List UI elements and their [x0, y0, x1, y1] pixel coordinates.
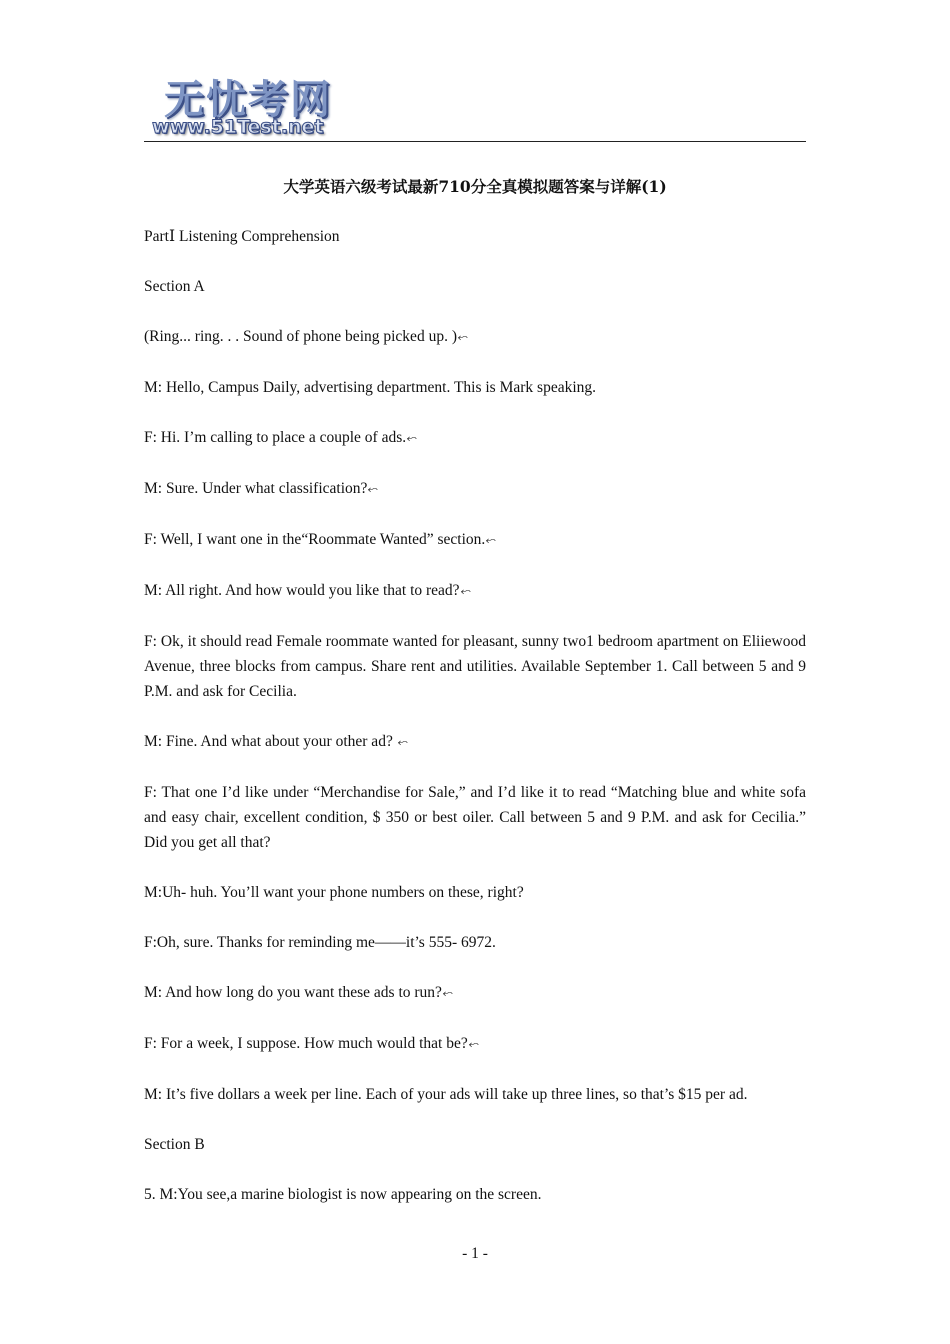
paragraph [144, 1182, 806, 1207]
paragraph-text: F: Ok, it should read Female roommate wanted for pleasant, sunny two1 bedroom apartment on Eliiewood Avenue, three blocks from campus. Share rent and utilities. Available September 1. Call between 5 and 9 P.M. and ask for Cecilia. [144, 633, 806, 700]
logo-url-text: www.51Test.net [152, 116, 324, 138]
paragraph-text: M: It’s five dollars a week per line. Each of your ads will take up three lines, so that’s $15 per ad. [144, 1086, 748, 1103]
paragraph [144, 930, 806, 955]
paragraph [144, 880, 806, 905]
cue-arrow-icon: ⬿ [460, 584, 471, 598]
header-divider [144, 141, 806, 142]
cue-arrow-icon: ⬿ [406, 431, 418, 445]
cue-arrow-icon: ⬿ [468, 1037, 479, 1051]
document-title: 大学英语六级考试最新710分全真模拟题答案与详解(1) [283, 177, 667, 196]
paragraph [144, 224, 806, 249]
cue-arrow-icon: ⬿ [485, 533, 497, 547]
paragraph [144, 476, 806, 502]
paragraph [144, 425, 806, 451]
site-logo [150, 68, 360, 140]
paragraph [144, 274, 806, 299]
paragraph [144, 1082, 806, 1107]
paragraph [144, 1132, 806, 1157]
paragraph-text: F: That one I’d like under “Merchandise for Sale,” and I’d like it to read “Matching blue and white sofa and easy chair, excellent condition, $ 350 or best oiler. Call between 5 and 9 P.M. and ask for Cecilia.” Did you get all that? [144, 784, 806, 851]
logo-chinese-text: 无忧考网 [164, 76, 332, 123]
paragraph [144, 980, 806, 1006]
document-body [144, 174, 806, 1232]
paragraph-text: F:Oh, sure. Thanks for reminding me——it’s 555- 6972. [144, 934, 496, 951]
paragraph [144, 578, 806, 604]
paragraph-text: M: Fine. And what about your other ad? [144, 733, 397, 750]
paragraph [144, 527, 806, 553]
paragraph [144, 1031, 806, 1057]
cue-arrow-icon: ⬿ [397, 735, 408, 749]
paragraph-text: M: And how long do you want these ads to run? [144, 984, 442, 1001]
paragraph [144, 375, 806, 400]
paragraph [144, 780, 806, 855]
paragraph-text: F: Hi. I’m calling to place a couple of ads. [144, 429, 407, 446]
paragraph-text: F: Well, I want one in the“Roommate Wanted” section. [144, 531, 486, 548]
paragraph-text: M: Hello, Campus Daily, advertising department. This is Mark speaking. [144, 379, 597, 396]
cue-arrow-icon: ⬿ [457, 330, 469, 344]
page-number: - 1 - [462, 1245, 488, 1262]
paragraph-text: F: For a week, I suppose. How much would that be? [144, 1035, 468, 1052]
paragraph-text: Section B [144, 1136, 205, 1153]
paragraph-text: (Ring... ring. . . Sound of phone being picked up. ) [144, 328, 457, 345]
cue-arrow-icon: ⬿ [367, 482, 379, 496]
paragraph-text: 5. M:You see,a marine biologist is now appearing on the screen. [144, 1186, 542, 1203]
paragraph-text: M:Uh- huh. You’ll want your phone numbers on these, right? [144, 884, 524, 901]
paragraph-text: M: Sure. Under what classification? [144, 480, 368, 497]
paragraph [144, 324, 806, 350]
paragraph-text: Section A [144, 278, 205, 295]
paragraph [144, 729, 806, 755]
cue-arrow-icon: ⬿ [442, 986, 454, 1000]
paragraph-list [144, 224, 806, 1207]
paragraph-text: M: All right. And how would you like that to read? [144, 582, 460, 599]
paragraph [144, 629, 806, 704]
paragraph-text: PartⅠ Listening Comprehension [144, 228, 340, 245]
